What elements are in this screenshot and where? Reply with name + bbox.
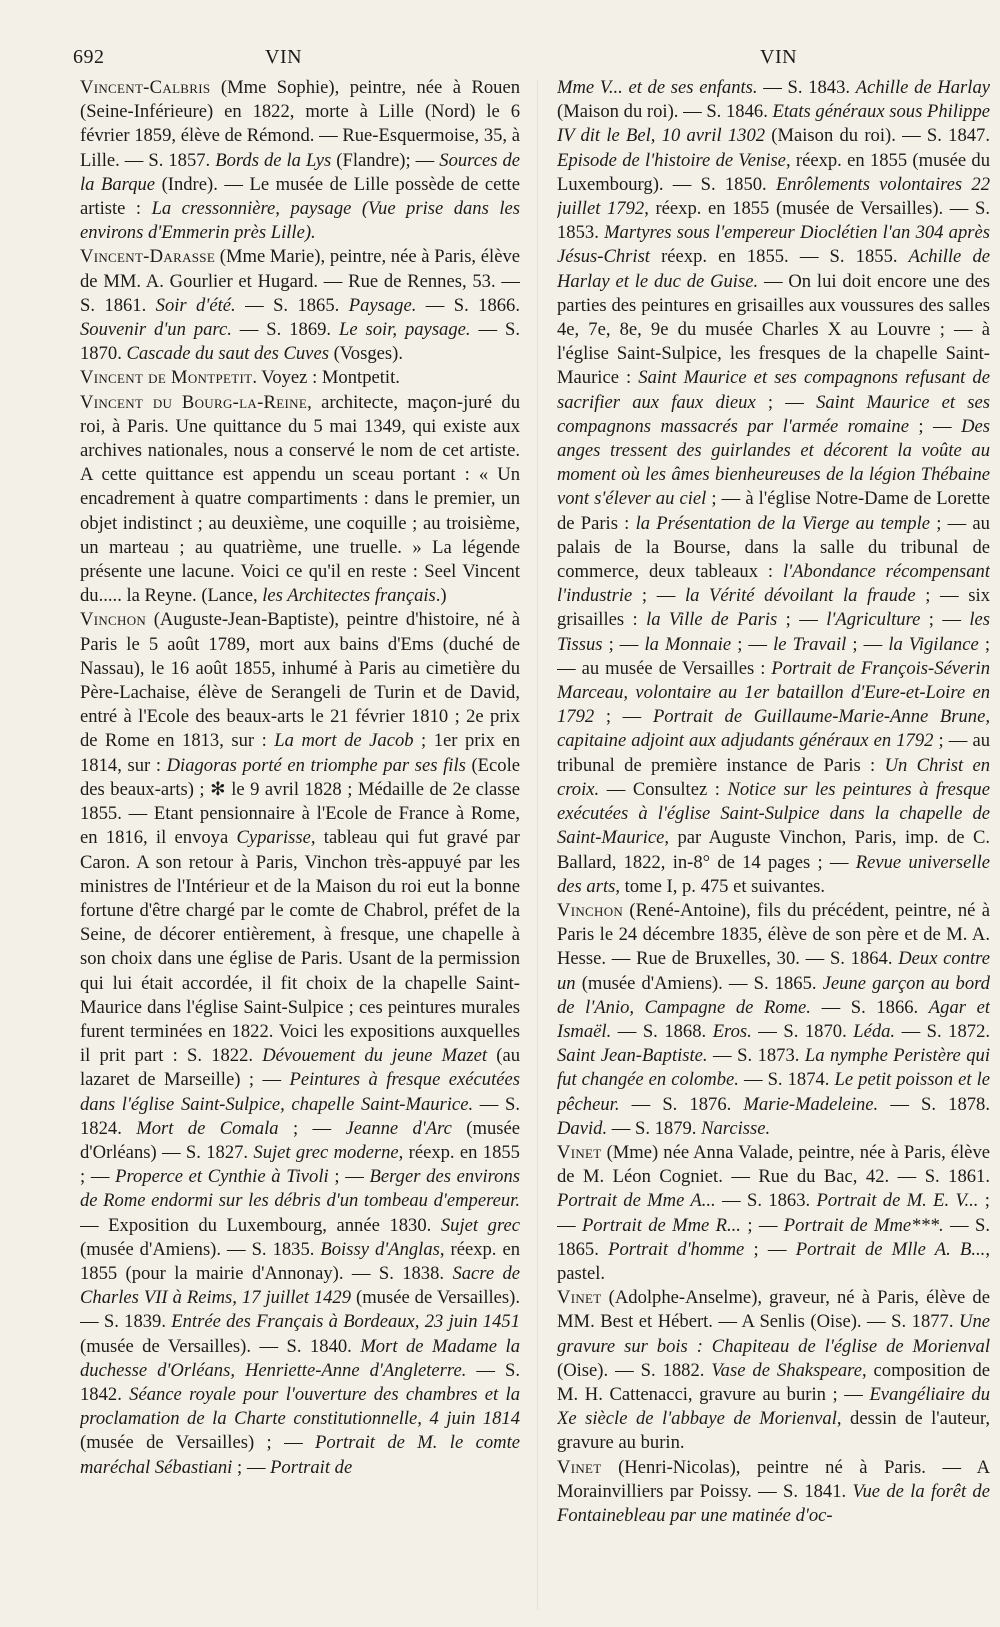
entry-text: ; — au palais de la Bourse, dans la salle du tribunal de commerce, deux tableaux : — [557, 512, 990, 583]
entry-text: , réexp. en 1855 (pour la mairie d'Annonay). — S. 1838. — [80, 1238, 520, 1284]
entry-text: , réexp. en 1855 ; — — [80, 1141, 520, 1188]
entry-work-title: Souvenir d'un parc. — [80, 319, 232, 341]
entry-text: ; — à l'église Notre-Dame de Lorette de Paris : — [557, 488, 990, 534]
dictionary-entry — [557, 1141, 990, 1286]
entry-text: ; — — [557, 1190, 990, 1236]
entry-text: ; — au tribunal de première instance de Paris : — [557, 730, 990, 776]
entry-text: ; — — [744, 1238, 796, 1260]
entry-work-title: les Architectes français — [262, 585, 436, 607]
entry-work-title: Entrée des Français à Bordeaux, 23 juin 1451 — [171, 1311, 520, 1333]
entry-work-title: Jeanne d'Arc — [345, 1117, 452, 1139]
entry-work-title: Deux contre un — [557, 948, 990, 994]
dictionary-entry — [80, 608, 520, 1479]
entry-text: , composition de M. H. Cattenacci, gravure au burin ; — — [557, 1359, 990, 1405]
entry-text: (Maison du roi). — S. 1847. — [765, 125, 990, 147]
page-number: 692 — [73, 46, 105, 68]
entry-work-title: Agar et Ismaël. — [557, 996, 990, 1042]
entry-work-title: Martyres sous l'empereur Dioclétien l'an 304 après Jésus-Christ — [557, 222, 990, 268]
entry-headword: Vinchon — [80, 609, 147, 631]
entry-work-title: la Ville de Paris — [646, 609, 778, 631]
entry-text: — S. 1843. — [757, 77, 856, 98]
entry-work-title: Une gravure sur bois : Chapiteau de l'église de Morienval — [557, 1311, 990, 1357]
entry-work-title: Paysage. — [348, 294, 417, 316]
entry-text: (René-Antoine), fils du précédent, peintre, né à Paris le 24 décembre 1835, élève de son père et de M. A. Hesse. — Rue de Bruxelles, 30. — S. 1864. — [557, 899, 990, 970]
entry-work-title: la Vigilance — [888, 633, 979, 655]
dictionary-entry — [557, 76, 990, 899]
entry-text: — S. 1824. — [80, 1093, 520, 1139]
dictionary-entry — [557, 1286, 990, 1455]
entry-work-title: Mme V... et de ses enfants. — [557, 77, 758, 98]
entry-text: , pastel. — [557, 1238, 990, 1284]
entry-text: (Vosges). — [328, 343, 403, 365]
column-gutter — [537, 80, 538, 1610]
entry-headword: Vincent-Darasse — [80, 246, 216, 268]
entry-text: — S. 1876. — [619, 1093, 744, 1115]
entry-text: , par Auguste Vinchon, Paris, imp. de C. Ballard, 1822, in-8° de 14 pages ; — — [557, 827, 990, 873]
entry-text: (Flandre); — — [331, 149, 440, 171]
entry-text: (Oise). — S. 1882. — [557, 1359, 712, 1381]
entry-work-title: Portrait de Mme R... — [581, 1214, 741, 1236]
entry-work-title: Mort de Madame la duchesse d'Orléans, Henriette-Anne d'Angleterre. — [80, 1335, 520, 1381]
entry-work-title: Bords de la Lys — [215, 149, 332, 171]
entry-work-title: Portrait de François-Séverin Marceau, volontaire au 1er bataillon d'Eure-et-Loire en 1792 — [557, 657, 990, 728]
entry-text: — S. 1866. — [416, 294, 520, 316]
entry-work-title: Narcisse. — [701, 1117, 771, 1139]
entry-text: , dessin de l'auteur, gravure au burin. — [557, 1408, 990, 1454]
entry-text: (musée de Versailles). — S. 1839. — [80, 1287, 520, 1333]
entry-text: (Maison du roi). — S. 1846. — [557, 101, 773, 123]
entry-work-title: Sources de la Barque — [80, 149, 520, 195]
entry-text: , tome I, p. 475 et suivantes. — [615, 875, 826, 897]
entry-work-title: Sujet grec moderne — [253, 1141, 399, 1163]
entry-headword: Vinchon — [557, 899, 624, 921]
entry-work-title: Mort de Comala — [136, 1117, 279, 1139]
entry-work-title: Saint Maurice et ses compagnons massacrés par l'armée romaine — [557, 391, 990, 437]
entry-text: — S. 1866. — [810, 996, 929, 1018]
entry-text: ; — au musée de Versailles : — [557, 633, 990, 679]
entry-work-title: Portrait de — [270, 1456, 353, 1478]
entry-work-title: Boissy d'Anglas — [320, 1238, 440, 1260]
entry-work-title: la Vérité dévoilant la fraude — [684, 585, 916, 607]
entry-work-title: Dévouement du jeune Mazet — [262, 1045, 488, 1067]
entry-text: ; — — [602, 633, 645, 655]
dictionary-entry — [80, 245, 520, 366]
entry-text: ; — — [920, 609, 970, 631]
entry-text: ; — — [278, 1117, 346, 1139]
entry-text: , architecte, maçon-juré du roi, à Paris. Une quittance du 5 mai 1349, qui existe aux archives nationales, nous a conservé le nom de cet artiste. A cette quittance est appendu un sceau portant : « Un encadrement à quatre compartiments : dans le premier, un objet indistinct ; au deuxième, une coquille ; au troisième, un marteau ; au quatrième, une truelle. » La légende présente une lacune. Voici ce qu'il en reste : Seel Vincent du..... la Reyne. (Lance, — [80, 391, 520, 607]
entry-text: (musée d'Amiens). — S. 1865. — [575, 972, 823, 994]
entry-text: , réexp. en 1855 (musée de Versailles). — S. 1853. — [557, 198, 990, 244]
dictionary-entry — [557, 1456, 990, 1529]
entry-text: (Auguste-Jean-Baptiste), peintre d'histoire, né à Paris le 5 août 1789, mort aux bains d'Ems (duché de Nassau), le 16 août 1855, inhumé à Paris au cimetière du Père-Lachaise, élève de Serangeli de Turin et de David, entré à l'Ecole des beaux-arts le 21 février 1810 ; 2e prix de Rome en 1813, sur : — [80, 609, 520, 752]
entry-text: ; 1er prix en 1814, sur : — [80, 730, 520, 776]
entry-text: — S. 1865. — [235, 294, 349, 316]
entry-work-title: Jeune garçon au bord de l'Anio, Campagne de Rome. — [557, 972, 990, 1018]
entry-text: (au lazaret de Marseille) ; — — [80, 1045, 520, 1091]
entry-headword: Vinet — [557, 1456, 602, 1478]
entry-work-title: Achille de Harlay — [855, 77, 990, 98]
entry-text: (musée d'Orléans) — S. 1827. — [80, 1117, 520, 1163]
entry-work-title: La mort de Jacob — [274, 730, 414, 752]
entry-work-title: Achille de Harlay et le duc de Guise. — [557, 246, 990, 292]
entry-work-title: Le soir, paysage. — [339, 319, 471, 341]
entry-work-title: Cascade du saut des Cuves — [126, 343, 329, 365]
entry-text: (Mme Sophie), peintre, née à Rouen (Seine-Inférieure) en 1822, morte à Lille (Nord) le 6 février 1859, élève de Rémond. — Rue-Esquermoise, 35, à Lille. — S. 1857. — [80, 77, 520, 171]
entry-text: — S. 1872. — [895, 1020, 990, 1042]
entry-text: (Mme) née Anna Valade, peintre, née à Paris, élève de M. Léon Cogniet. — Rue du Bac, 42. — S. 1861. — [557, 1141, 990, 1188]
entry-text: (Henri-Nicolas), peintre né à Paris. — A Morainvilliers par Poissy. — S. 1841. — [557, 1456, 990, 1502]
entry-work-title: Eros. — [712, 1020, 752, 1042]
entry-work-title: les Tissus — [557, 609, 990, 655]
entry-work-title: La cressonnière, paysage (Vue prise dans les environs d'Emmerin près Lille). — [80, 198, 520, 244]
entry-work-title: Portrait de M. le comte maréchal Sébastiani — [80, 1432, 520, 1478]
entry-work-title: Revue universelle des arts — [557, 851, 990, 897]
entry-text: — S. 1870. — [751, 1020, 854, 1042]
entry-work-title: Portrait de M. E. V... — [816, 1190, 979, 1212]
entry-text: — Exposition du Luxembourg, année 1830. — [80, 1214, 441, 1236]
entry-work-title: Evangéliaire du Xe siècle de l'abbaye de Morienval — [557, 1383, 990, 1430]
entry-text: .) — [435, 585, 447, 607]
entry-text: ; — — [740, 1214, 784, 1236]
entry-text: ; — — [755, 391, 817, 413]
entry-text: (Indre). — Le musée de Lille possède de cette artiste : — [80, 173, 520, 220]
entry-work-title: Le petit poisson et le pêcheur. — [557, 1069, 990, 1115]
entry-text: — S. 1874. — [738, 1069, 835, 1091]
entry-work-title: Episode de l'histoire de Venise — [557, 149, 786, 171]
entry-text: ; — — [232, 1456, 271, 1478]
entry-headword: Vinet — [557, 1287, 602, 1309]
entry-work-title: Saint Maurice et ses compagnons refusant de sacrifier aux faux dieux — [557, 367, 990, 413]
entry-work-title: Properce et Cynthie à Tivoli — [115, 1166, 329, 1188]
entry-work-title: Portrait d'homme — [608, 1238, 745, 1260]
entry-work-title: Vue de la forêt de Fontainebleau par une matinée d'oc- — [557, 1480, 990, 1526]
dictionary-entry — [80, 391, 520, 609]
entry-text: — S. 1879. — [607, 1117, 702, 1139]
entry-work-title: Léda. — [853, 1020, 896, 1042]
entry-headword: Vincent de Montpetit — [80, 367, 253, 389]
entry-work-title: Peintures à fresque exécutées dans l'église Saint-Sulpice, chapelle Saint-Maurice. — [80, 1069, 520, 1115]
entry-work-title: Des anges tressent des guirlandes et décorent la voûte au moment où les âmes bienheureuses de la légion Thébaine vont s'élever au ciel — [557, 415, 990, 510]
entry-text: réexp. en 1855. — S. 1855. — [649, 246, 909, 268]
entry-work-title: Notice sur les peintures à fresque exécutées à l'église Saint-Sulpice dans la chapelle de Saint-Maurice — [557, 778, 990, 849]
entry-work-title: Etats généraux sous Philippe IV dit le Bel, 10 avril 1302 — [557, 101, 990, 147]
entry-text: — S. 1873. — [707, 1045, 805, 1067]
entry-work-title: Enrôlements volontaires 22 juillet 1792 — [557, 173, 990, 220]
entry-work-title: Diagoras porté en triomphe par ses fils — [166, 754, 466, 776]
running-header — [73, 46, 970, 74]
entry-text: (musée d'Amiens). — S. 1835. — [80, 1238, 321, 1260]
dictionary-entry — [80, 366, 520, 390]
entry-text: — S. 1865. — [557, 1214, 990, 1260]
entry-text: ; — — [328, 1166, 370, 1188]
entry-text: (musée de Versailles). — S. 1840. — [80, 1335, 361, 1357]
entry-headword: Vincent-Calbris — [80, 77, 211, 98]
entry-work-title: Berger des environs de Rome endormi sur les débris d'un tombeau d'empereur. — [80, 1166, 520, 1212]
dictionary-entry — [557, 899, 990, 1141]
entry-work-title: Un Christ en croix. — [557, 754, 990, 800]
entry-work-title: Portrait de Mlle A. B... — [795, 1238, 986, 1260]
dictionary-entry — [80, 76, 520, 245]
entry-text: ; — — [777, 609, 827, 631]
entry-work-title: David. — [557, 1117, 608, 1139]
entry-headword: Vincent du Bourg-la-Reine — [80, 391, 308, 413]
entry-text: , tableau qui fut gravé par Caron. A son retour à Paris, Vinchon très-appuyé par les ministres de l'Intérieur et de la Maison du roi eut la bonne fortune d'être chargé par le comte de Chabrol, préfet de la Seine, de décorer entièrement, à fresque, une chapelle à son choix dans une église de Paris. Usant de la permission qui lui était accordée, il fit choix de la chapelle Saint-Maurice dans l'église Saint-Sulpice ; ces peintures murales furent terminées en 1822. Voici les expositions auxquelles il prit part : S. 1822. — [80, 827, 520, 1067]
entry-text: ; — — [846, 633, 889, 655]
entry-text: (Ecole des beaux-arts) ; ✻ le 9 avril 1828 ; Médaille de 2e classe 1855. — Etant pensionnaire à l'Ecole de France à Rome, en 1816, il envoya — [80, 754, 520, 849]
entry-work-title: l'Abondance récompensant l'industrie — [557, 561, 990, 607]
entry-text: (musée de Versailles) ; — — [80, 1432, 316, 1454]
entry-text: ; — six grisailles : — [557, 585, 990, 631]
entry-work-title: Sujet grec — [440, 1214, 520, 1236]
entry-text: — Consultez : — [599, 778, 728, 800]
entry-work-title: Séance royale pour l'ouverture des chambres et la proclamation de la Charte constitutionnelle, 4 juin 1814 — [80, 1383, 520, 1430]
entry-text: (Mme Marie), peintre, née à Paris, élève de MM. A. Gourlier et Hugard. — Rue de Rennes, 53. — S. 1861. — [80, 246, 520, 316]
right-column — [557, 76, 990, 1616]
left-running-title: VIN — [265, 46, 303, 68]
entry-work-title: l'Agriculture — [826, 609, 921, 631]
entry-text: (Adolphe-Anselme), graveur, né à Paris, élève de MM. Best et Hébert. — A Senlis (Oise). — S. 1877. — [557, 1287, 990, 1333]
left-column — [80, 76, 520, 1616]
entry-text: — On lui doit encore une des parties des peintures en grisailles aux voussures des salles 4e, 7e, 8e, 9e du musée Charles X au Louvre ; — à l'église Saint-Sulpice, les fresques de la chapelle Saint-Maurice : — [557, 270, 990, 389]
entry-text: ; — — [594, 706, 653, 728]
entry-text: . Voyez : Montpetit. — [252, 367, 400, 389]
entry-text: — S. 1863. — [715, 1190, 817, 1212]
entry-headword: Vinet — [557, 1141, 602, 1163]
entry-work-title: Portrait de Mme A... — [557, 1190, 716, 1212]
entry-text: , réexp. en 1855 (musée du Luxembourg). — S. 1850. — [557, 149, 990, 195]
entry-work-title: Cyparisse — [236, 827, 311, 849]
entry-work-title: Vase de Shakspeare — [711, 1359, 862, 1381]
entry-work-title: Saint Jean-Baptiste. — [557, 1045, 708, 1067]
entry-text: ; — — [632, 585, 685, 607]
entry-text: ; — — [731, 633, 774, 655]
entry-text: — S. 1869. — [231, 319, 339, 341]
entry-text: ; — — [908, 415, 962, 437]
right-running-title: VIN — [760, 46, 798, 68]
entry-work-title: la Monnaie — [644, 633, 732, 655]
entry-work-title: Soir d'été. — [155, 294, 236, 316]
entry-work-title: la Présentation de la Vierge au temple — [635, 512, 931, 534]
entry-work-title: Portrait de Guillaume-Marie-Anne Brune, capitaine adjoint aux adjudants généraux en 1792 — [557, 706, 990, 752]
entry-text: — S. 1842. — [80, 1359, 520, 1405]
entry-work-title: Portrait de Mme***. — [783, 1214, 944, 1236]
entry-work-title: Sacre de Charles VII à Reims, 17 juillet 1429 — [80, 1262, 520, 1309]
entry-text: — S. 1870. — [80, 319, 520, 365]
entry-work-title: Marie-Madeleine. — [743, 1093, 879, 1115]
entry-work-title: La nymphe Peristère qui fut changée en colombe. — [557, 1045, 990, 1091]
entry-text: — S. 1878. — [878, 1093, 990, 1115]
entry-work-title: le Travail — [773, 633, 847, 655]
entry-text: — S. 1868. — [611, 1020, 713, 1042]
